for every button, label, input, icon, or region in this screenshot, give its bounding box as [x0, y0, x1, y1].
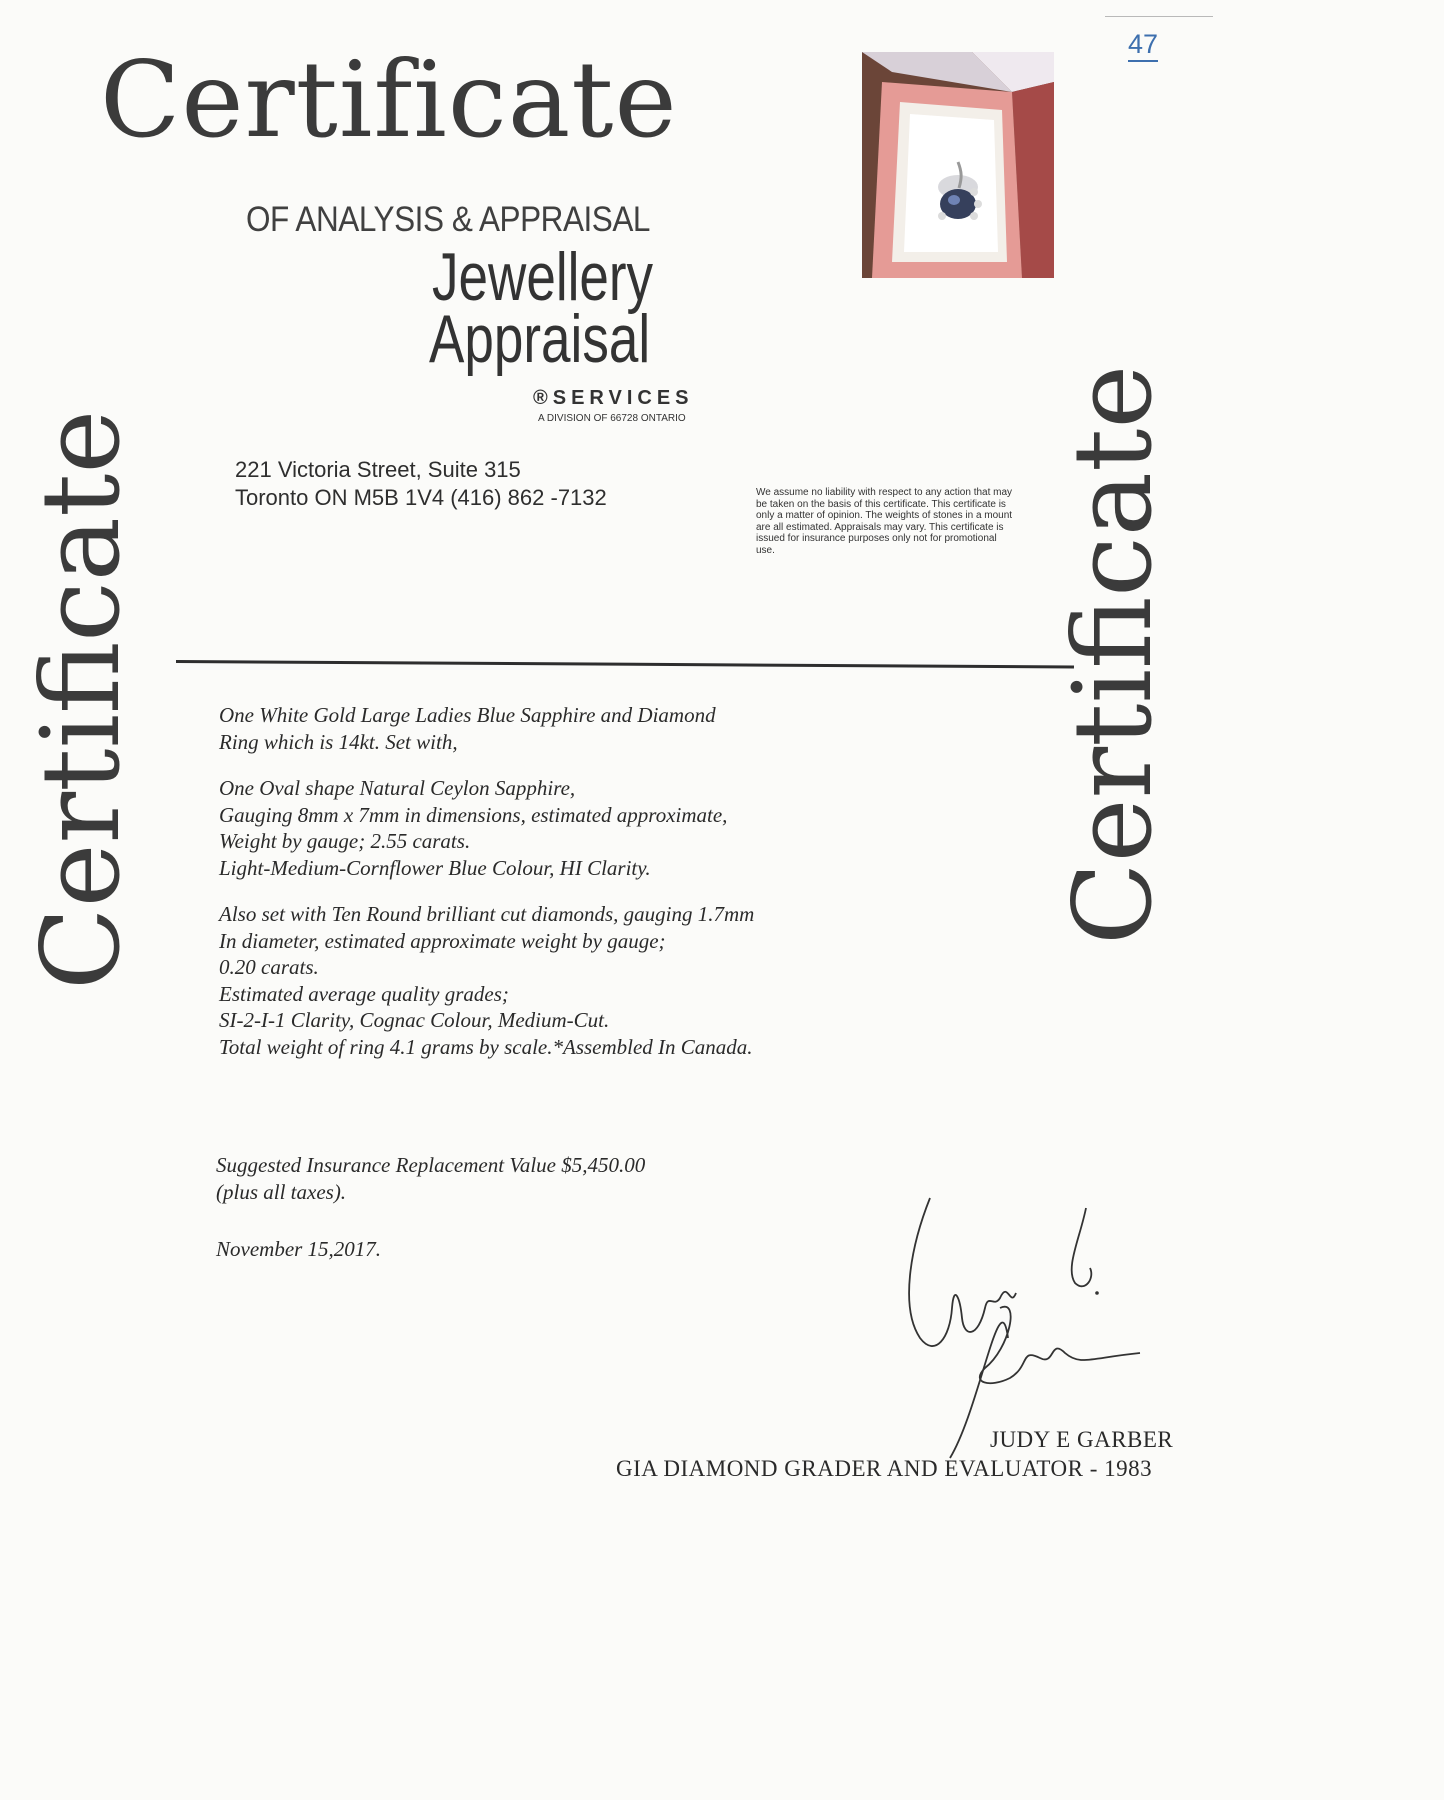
page-number: 47 — [1128, 30, 1158, 62]
address-line1: 221 Victoria Street, Suite 315 — [235, 457, 521, 482]
brand-division: A DIVISION OF 66728 ONTARIO — [538, 413, 686, 424]
certificate-subtitle: OF ANALYSIS & APPRAISAL — [246, 200, 651, 239]
insurance-value — [216, 1152, 645, 1206]
item-line: Ring which is 14kt. Set with, — [219, 729, 458, 754]
handwritten-signature — [890, 1188, 1150, 1468]
signatory-name: JUDY E GARBER — [990, 1427, 1174, 1452]
liability-disclaimer: We assume no liability with respect to any action that may be taken on the basis of this certificate. This certificate is only a matter of opinion. The weights of stones in a mount are all estimated. Appraisals may vary. This certificate is issued for insurance purposes only not for promotional use. — [756, 487, 1013, 556]
corner-mark — [1105, 16, 1213, 17]
ring-photo — [862, 52, 1054, 278]
side-label-left: Certificate — [19, 409, 144, 990]
diamonds-line: 0.20 carats. — [219, 955, 319, 979]
diamonds-line: SI-2-I-1 Clarity, Cognac Colour, Medium-Cut. — [219, 1008, 610, 1032]
diamonds-line: In diameter, estimated approximate weight by gauge; — [219, 928, 666, 953]
sapphire-line: Weight by gauge; 2.55 carats. — [219, 829, 471, 853]
appraisal-date: November 15,2017. — [216, 1237, 382, 1261]
diamonds-paragraph — [219, 901, 919, 1060]
brand-services: ®SERVICES — [533, 387, 694, 409]
sapphire-line: One Oval shape Natural Ceylon Sapphire, — [219, 776, 576, 800]
item-paragraph — [219, 702, 919, 755]
signatory-title: GIA DIAMOND GRADER AND EVALUATOR - 1983 — [616, 1456, 1153, 1481]
brand-name-line1: Jewellery — [432, 239, 654, 315]
ring-box-image — [862, 52, 1054, 278]
diamonds-line: Estimated average quality grades; — [219, 981, 509, 1006]
item-description — [219, 702, 919, 1080]
address-line2: Toronto ON M5B 1V4 (416) 862 -7132 — [235, 485, 607, 510]
item-line: One White Gold Large Ladies Blue Sapphire and Diamond — [219, 703, 716, 727]
insurance-tax-note: (plus all taxes). — [216, 1180, 347, 1204]
diamonds-line: Also set with Ten Round brilliant cut diamonds, gauging 1.7mm — [219, 902, 755, 926]
sapphire-line: Gauging 8mm x 7mm in dimensions, estimated approximate, — [219, 802, 728, 827]
certificate-title: Certificate — [100, 39, 678, 161]
sapphire-paragraph — [219, 775, 919, 881]
section-divider — [176, 660, 1074, 668]
brand-name-line2: Appraisal — [429, 301, 651, 377]
insurance-value-line: Suggested Insurance Replacement Value $5,450.00 — [216, 1153, 646, 1177]
side-label-right: Certificate — [1051, 364, 1176, 945]
business-address — [235, 456, 607, 512]
diamonds-line: Total weight of ring 4.1 grams by scale.*Assembled In Canada. — [219, 1034, 753, 1059]
sapphire-line: Light-Medium-Cornflower Blue Colour, HI Clarity. — [219, 855, 651, 880]
